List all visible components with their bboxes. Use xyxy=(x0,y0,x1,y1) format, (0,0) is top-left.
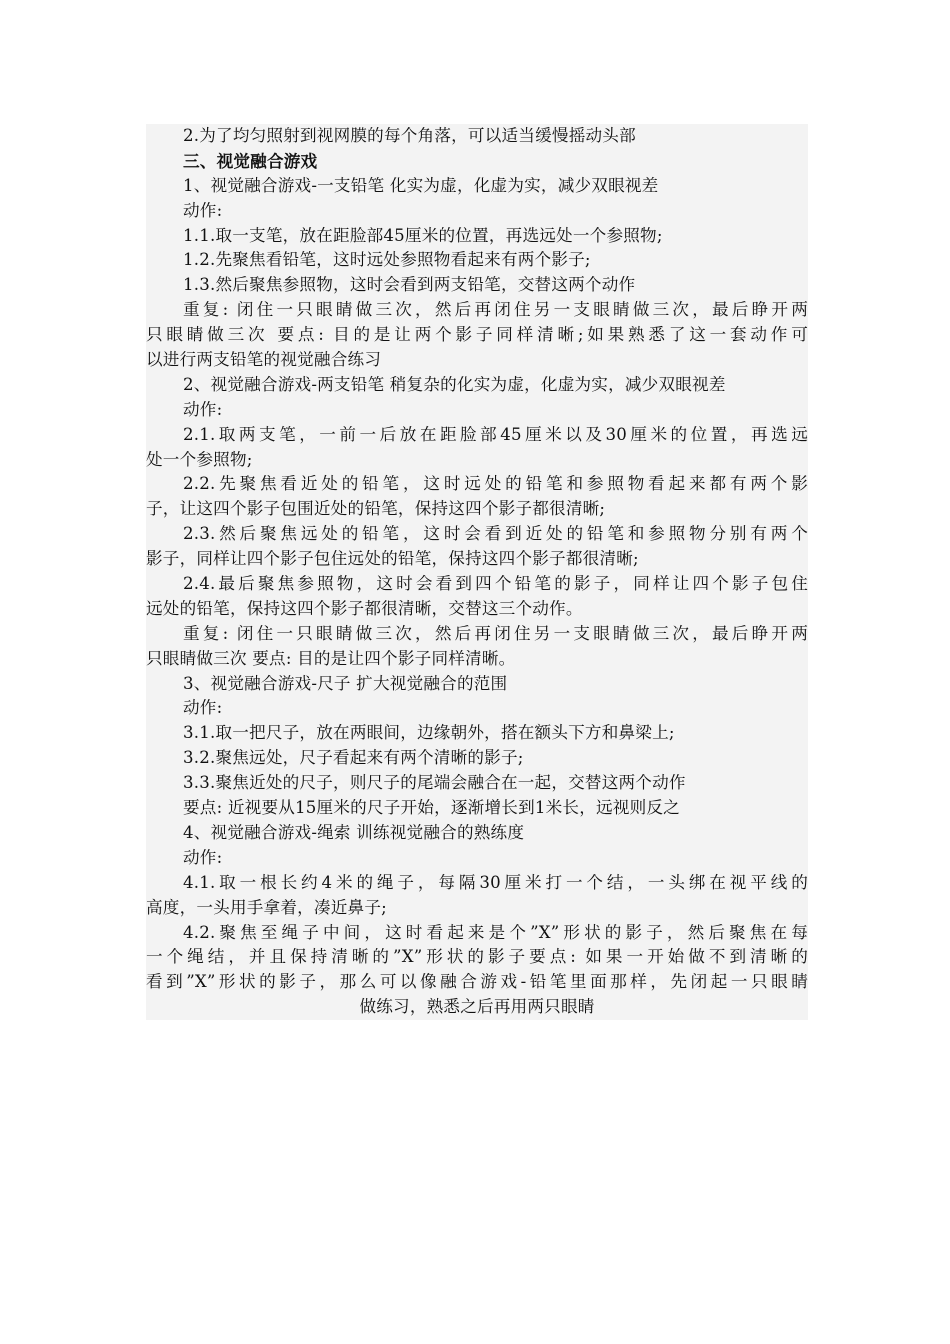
text-line: 2.为了均匀照射到视网膜的每个角落，可以适当缓慢摇动头部 xyxy=(183,126,636,145)
text-line: 处一个参照物; xyxy=(146,449,253,469)
text-line: 做练习，熟悉之后再用两只眼睛 xyxy=(359,997,595,1017)
text-line: 子，让这四个影子包围近处的铅笔，保持这四个影子都很清晰; xyxy=(146,499,606,519)
text-line: 1.2.先聚焦看铅笔，这时远处参照物看起来有两个影子; xyxy=(183,250,591,270)
text-line: 3.2.聚焦远处，尺子看起来有两个清晰的影子; xyxy=(183,748,524,768)
text-line: 4.1.取一根长约4米的绳子，每隔30厘米打一个结，一头绑在视平线的 xyxy=(183,872,808,892)
text-line: 影子，同样让四个影子包住远处的铅笔，保持这四个影子都很清晰; xyxy=(146,549,639,569)
text-line: 4.2.聚焦至绳子中间，这时看起来是个”X”形状的影子，然后聚焦在每 xyxy=(183,922,808,942)
text-line: 动作: xyxy=(183,698,223,718)
text-line: 2.3.然后聚焦远处的铅笔，这时会看到近处的铅笔和参照物分别有两个 xyxy=(183,524,808,544)
section-heading: 三、视觉融合游戏 xyxy=(183,150,318,171)
text-line: 重复: 闭住一只眼睛做三次，然后再闭住另一支眼睛做三次，最后睁开两 xyxy=(183,623,808,643)
text-line: 看到”X”形状的影子，那么可以像融合游戏-铅笔里面那样，先闭起一只眼睛 xyxy=(146,972,808,992)
text-line: 重复: 闭住一只眼睛做三次，然后再闭住另一支眼睛做三次，最后睁开两 xyxy=(183,300,808,320)
subsection-heading: 1、视觉融合游戏-一支铅笔 化实为虚，化虚为实，减少双眼视差 xyxy=(183,175,659,195)
text-line: 2.4.最后聚焦参照物，这时会看到四个铅笔的影子，同样让四个影子包住 xyxy=(183,574,808,594)
text-line: 高度，一头用手拿着，凑近鼻子; xyxy=(146,897,387,917)
text-line: 只眼睛做三次 要点: 目的是让两个影子同样清晰;如果熟悉了这一套动作可 xyxy=(146,325,808,345)
text-line: 以进行两支铅笔的视觉融合练习 xyxy=(146,350,382,370)
text-line: 3.1.取一把尺子，放在两眼间，边缘朝外，搭在额头下方和鼻梁上; xyxy=(183,723,675,743)
subsection-heading: 3、视觉融合游戏-尺子 扩大视觉融合的范围 xyxy=(183,673,508,693)
text-line: 一个绳结，并且保持清晰的”X”形状的影子要点: 如果一开始做不到清晰的 xyxy=(146,947,808,967)
text-line: 2.1.取两支笔，一前一后放在距脸部45厘米以及30厘米的位置，再选远 xyxy=(183,424,808,444)
text-line: 3.3.聚焦近处的尺子，则尺子的尾端会融合在一起，交替这两个动作 xyxy=(183,773,686,793)
subsection-heading: 4、视觉融合游戏-绳索 训练视觉融合的熟练度 xyxy=(183,822,525,842)
subsection-heading: 2、视觉融合游戏-两支铅笔 稍复杂的化实为虚，化虚为实，减少双眼视差 xyxy=(183,374,726,394)
text-line: 2.2.先聚焦看近处的铅笔，这时远处的铅笔和参照物看起来都有两个影 xyxy=(183,474,808,494)
document-text-block xyxy=(146,124,808,1020)
text-line: 动作: xyxy=(183,200,223,220)
text-line: 要点: 近视要从15厘米的尺子开始，逐渐增长到1米长，远视则反之 xyxy=(183,798,680,818)
text-line: 动作: xyxy=(183,847,223,867)
text-line: 1.1.取一支笔，放在距脸部45厘米的位置，再选远处一个参照物; xyxy=(183,225,663,245)
text-line: 远处的铅笔，保持这四个影子都很清晰，交替这三个动作。 xyxy=(146,598,583,618)
text-line: 1.3.然后聚焦参照物，这时会看到两支铅笔，交替这两个动作 xyxy=(183,275,636,295)
text-line: 动作: xyxy=(183,399,223,419)
text-line: 只眼睛做三次 要点: 目的是让四个影子同样清晰。 xyxy=(146,648,516,668)
